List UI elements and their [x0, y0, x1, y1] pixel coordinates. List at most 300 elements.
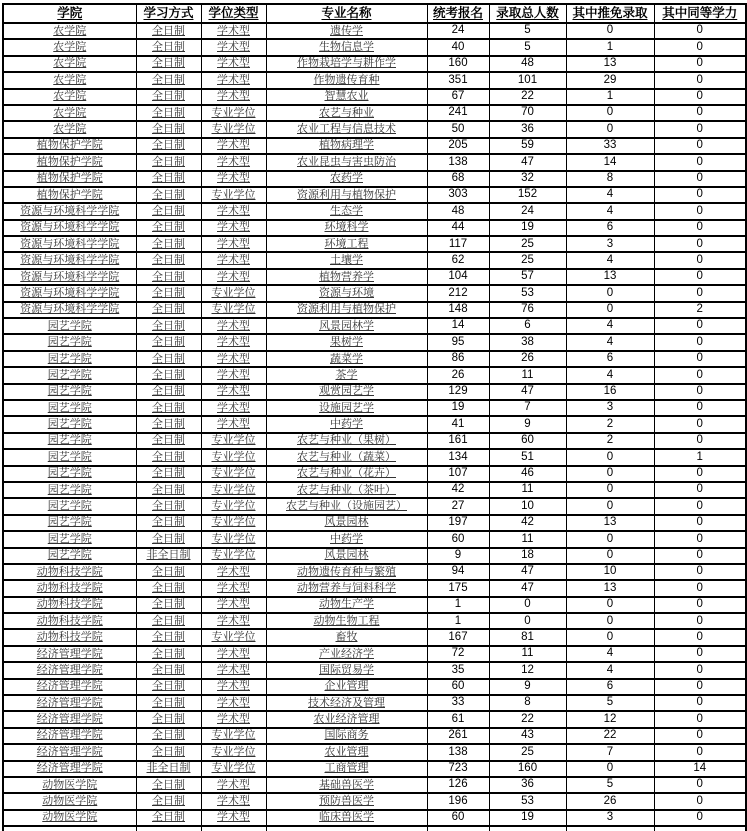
cell-text: 专业学位 [201, 433, 266, 449]
cell-number: 25 [489, 744, 566, 760]
table-row [3, 515, 746, 531]
cell-text: 学术型 [201, 564, 266, 580]
cell-number: 22 [489, 89, 566, 105]
cell-number: 351 [427, 72, 489, 88]
cell-number: 47 [489, 384, 566, 400]
cell-text: 农学院 [3, 56, 136, 72]
cell-number: 0 [566, 105, 654, 121]
table-row [3, 646, 746, 662]
cell-text: 专业学位 [201, 285, 266, 301]
cell-text: 学术型 [201, 695, 266, 711]
cell-text: 经济管理学院 [3, 744, 136, 760]
cell-number: 8 [489, 695, 566, 711]
cell-number: 8 [566, 171, 654, 187]
table-row [3, 384, 746, 400]
cell-text: 全日制 [136, 269, 201, 285]
cell-text: 环境科学 [266, 220, 427, 236]
cell-number: 2 [566, 416, 654, 432]
cell-text: 农学院 [3, 105, 136, 121]
cell-number: 104 [427, 269, 489, 285]
cell-text: 非全日制 [136, 761, 201, 777]
cell-text: 全日制 [136, 89, 201, 105]
cell-number: 32 [489, 171, 566, 187]
cell-number: 0 [654, 416, 746, 432]
cell-number: 4 [566, 187, 654, 203]
cell-number: 0 [654, 220, 746, 236]
cell-number: 7 [489, 400, 566, 416]
cell-number: 0 [654, 793, 746, 809]
cell-number [566, 826, 654, 831]
cell-text: 学术型 [201, 810, 266, 826]
cell-number: 0 [654, 580, 746, 596]
cell-text: 全日制 [136, 187, 201, 203]
cell-number: 43 [489, 728, 566, 744]
cell-number: 48 [427, 203, 489, 219]
cell-text [201, 826, 266, 831]
cell-number: 95 [427, 334, 489, 350]
cell-number: 2 [566, 433, 654, 449]
cell-number: 40 [427, 39, 489, 55]
cell-number: 152 [489, 187, 566, 203]
cell-text: 蔬菜学 [266, 351, 427, 367]
cell-number: 11 [489, 367, 566, 383]
cell-text: 农艺与种业（花卉） [266, 466, 427, 482]
cell-number: 62 [427, 252, 489, 268]
cell-number: 22 [566, 728, 654, 744]
table-row [3, 121, 746, 137]
cell-text: 农艺与种业（蔬菜） [266, 449, 427, 465]
table-row [3, 236, 746, 252]
cell-number: 0 [654, 154, 746, 170]
cell-text: 动物医学院 [3, 793, 136, 809]
cell-text: 非全日制 [136, 548, 201, 564]
cell-number: 0 [654, 56, 746, 72]
cell-number: 42 [489, 515, 566, 531]
table-row [3, 580, 746, 596]
cell-text: 全日制 [136, 171, 201, 187]
table-row [3, 548, 746, 564]
cell-number: 13 [566, 56, 654, 72]
table-row [3, 72, 746, 88]
cell-text: 园艺学院 [3, 482, 136, 498]
table-row [3, 334, 746, 350]
cell-text: 学术型 [201, 580, 266, 596]
cell-text: 全日制 [136, 466, 201, 482]
cell-number: 0 [654, 810, 746, 826]
table-row [3, 171, 746, 187]
table-row [3, 564, 746, 580]
cell-text: 农艺与种业（茶叶） [266, 482, 427, 498]
cell-number: 0 [654, 400, 746, 416]
cell-number: 0 [654, 531, 746, 547]
cell-text: 全日制 [136, 285, 201, 301]
cell-number: 0 [654, 72, 746, 88]
cell-text: 专业学位 [201, 629, 266, 645]
cell-text: 全日制 [136, 662, 201, 678]
cell-number: 134 [427, 449, 489, 465]
cell-text: 农学院 [3, 89, 136, 105]
cell-number: 1 [566, 89, 654, 105]
cell-text: 资源与环境科学学院 [3, 285, 136, 301]
cell-text: 生物信息学 [266, 39, 427, 55]
cell-text: 全日制 [136, 203, 201, 219]
cell-number: 196 [427, 793, 489, 809]
cell-text: 全日制 [136, 744, 201, 760]
cell-text: 全日制 [136, 334, 201, 350]
cell-text: 专业学位 [201, 531, 266, 547]
table-row [3, 220, 746, 236]
cell-text: 园艺学院 [3, 433, 136, 449]
cell-number: 24 [427, 23, 489, 39]
cell-text: 学术型 [201, 334, 266, 350]
cell-text: 园艺学院 [3, 400, 136, 416]
cell-text: 全日制 [136, 318, 201, 334]
cell-text: 动物医学院 [3, 810, 136, 826]
table-row [3, 400, 746, 416]
cell-number: 0 [566, 531, 654, 547]
cell-text: 经济管理学院 [3, 679, 136, 695]
table-row [3, 711, 746, 727]
cell-number: 3 [566, 810, 654, 826]
table-row [3, 351, 746, 367]
cell-text: 动物生物工程 [266, 613, 427, 629]
cell-number: 0 [489, 597, 566, 613]
table-row [3, 482, 746, 498]
cell-text: 资源与环境科学学院 [3, 269, 136, 285]
cell-number: 47 [489, 580, 566, 596]
table-row [3, 23, 746, 39]
admissions-table [2, 3, 747, 831]
table-row [3, 203, 746, 219]
cell-text: 全日制 [136, 777, 201, 793]
cell-text: 园艺学院 [3, 498, 136, 514]
cell-number: 81 [489, 629, 566, 645]
cell-text: 专业学位 [201, 482, 266, 498]
cell-number: 12 [489, 662, 566, 678]
table-row [3, 793, 746, 809]
table-row [3, 498, 746, 514]
cell-text: 全日制 [136, 236, 201, 252]
cell-text: 农学院 [3, 23, 136, 39]
cell-number: 13 [566, 269, 654, 285]
cell-number: 0 [654, 466, 746, 482]
cell-number: 61 [427, 711, 489, 727]
cell-text: 全日制 [136, 433, 201, 449]
cell-text: 动物生产学 [266, 597, 427, 613]
cell-text: 学术型 [201, 793, 266, 809]
cell-number: 42 [427, 482, 489, 498]
cell-text: 农艺与种业 [266, 105, 427, 121]
cell-number: 126 [427, 777, 489, 793]
cell-number: 0 [566, 597, 654, 613]
cell-number: 33 [566, 138, 654, 154]
cell-text: 资源与环境科学学院 [3, 302, 136, 318]
cell-text: 园艺学院 [3, 466, 136, 482]
cell-number: 50 [427, 121, 489, 137]
cell-number: 167 [427, 629, 489, 645]
cell-number: 51 [489, 449, 566, 465]
cell-text: 遗传学 [266, 23, 427, 39]
cell-number: 36 [489, 777, 566, 793]
cell-text: 动物科技学院 [3, 580, 136, 596]
cell-number [654, 826, 746, 831]
table-row [3, 269, 746, 285]
cell-number: 16 [566, 384, 654, 400]
cell-text: 经济管理学院 [3, 662, 136, 678]
cell-number: 0 [654, 285, 746, 301]
cell-number: 59 [489, 138, 566, 154]
cell-number: 26 [427, 367, 489, 383]
table-row [3, 154, 746, 170]
cell-text: 园艺学院 [3, 416, 136, 432]
cell-number: 4 [566, 334, 654, 350]
cell-text [266, 826, 427, 831]
cell-text: 园艺学院 [3, 531, 136, 547]
cell-number: 101 [489, 72, 566, 88]
cell-number: 723 [427, 761, 489, 777]
table-row [3, 39, 746, 55]
table-row [3, 777, 746, 793]
cell-number: 12 [566, 711, 654, 727]
cell-text: 基础兽医学 [266, 777, 427, 793]
cell-number: 14 [427, 318, 489, 334]
cell-number: 19 [427, 400, 489, 416]
cell-text: 资源利用与植物保护 [266, 302, 427, 318]
table-row [3, 449, 746, 465]
cell-text: 资源与环境科学学院 [3, 220, 136, 236]
cell-number: 38 [489, 334, 566, 350]
cell-text [136, 826, 201, 831]
cell-number: 0 [654, 613, 746, 629]
cell-text: 全日制 [136, 482, 201, 498]
cell-text: 园艺学院 [3, 351, 136, 367]
cell-number: 212 [427, 285, 489, 301]
cell-text: 临床兽医学 [266, 810, 427, 826]
cell-number: 5 [489, 23, 566, 39]
cell-number: 0 [654, 548, 746, 564]
cell-text: 全日制 [136, 580, 201, 596]
cell-text: 专业学位 [201, 548, 266, 564]
cell-text: 园艺学院 [3, 318, 136, 334]
cell-number: 48 [489, 56, 566, 72]
column-header-6: 其中推免录取 [566, 4, 654, 23]
cell-text: 全日制 [136, 39, 201, 55]
cell-number: 0 [566, 629, 654, 645]
table-row [3, 318, 746, 334]
cell-number: 0 [489, 613, 566, 629]
cell-number: 0 [566, 761, 654, 777]
cell-number: 6 [489, 318, 566, 334]
cell-text: 资源与环境科学学院 [3, 236, 136, 252]
cell-number: 0 [566, 548, 654, 564]
cell-text: 全日制 [136, 23, 201, 39]
cell-text: 动物科技学院 [3, 564, 136, 580]
cell-text: 农药学 [266, 171, 427, 187]
cell-text [3, 826, 136, 831]
table-row [3, 302, 746, 318]
cell-number: 10 [566, 564, 654, 580]
cell-text: 预防兽医学 [266, 793, 427, 809]
cell-number: 0 [654, 187, 746, 203]
cell-text: 全日制 [136, 400, 201, 416]
cell-number: 9 [427, 548, 489, 564]
cell-number: 0 [654, 351, 746, 367]
cell-text: 茶学 [266, 367, 427, 383]
cell-number: 72 [427, 646, 489, 662]
cell-number: 138 [427, 154, 489, 170]
cell-text: 专业学位 [201, 515, 266, 531]
cell-number: 53 [489, 285, 566, 301]
cell-number: 26 [566, 793, 654, 809]
cell-number: 14 [654, 761, 746, 777]
cell-text: 学术型 [201, 236, 266, 252]
cell-number: 138 [427, 744, 489, 760]
cell-number: 0 [654, 367, 746, 383]
cell-text: 园艺学院 [3, 548, 136, 564]
cell-text: 植物保护学院 [3, 171, 136, 187]
cell-text: 国际商务 [266, 728, 427, 744]
cell-number: 25 [489, 252, 566, 268]
table-row [3, 613, 746, 629]
cell-number: 0 [654, 433, 746, 449]
cell-number: 1 [654, 449, 746, 465]
cell-number: 9 [489, 416, 566, 432]
cell-text: 专业学位 [201, 744, 266, 760]
cell-text: 全日制 [136, 515, 201, 531]
cell-text: 学术型 [201, 662, 266, 678]
cell-text: 风景园林 [266, 548, 427, 564]
cell-text: 全日制 [136, 613, 201, 629]
cell-number: 205 [427, 138, 489, 154]
cell-text: 畜牧 [266, 629, 427, 645]
table-row [3, 810, 746, 826]
cell-text: 农艺与种业（设施园艺） [266, 498, 427, 514]
cell-number: 13 [566, 515, 654, 531]
cell-number: 161 [427, 433, 489, 449]
cell-text: 全日制 [136, 646, 201, 662]
cell-number: 53 [489, 793, 566, 809]
cell-text: 学术型 [201, 416, 266, 432]
cell-text: 学术型 [201, 777, 266, 793]
cell-number: 0 [654, 629, 746, 645]
cell-number: 36 [489, 121, 566, 137]
cell-number: 160 [489, 761, 566, 777]
cell-text: 动物遗传育种与繁殖 [266, 564, 427, 580]
table-row [3, 285, 746, 301]
cell-number: 7 [566, 744, 654, 760]
cell-text: 学术型 [201, 367, 266, 383]
cell-number: 0 [654, 252, 746, 268]
cell-text: 学术型 [201, 89, 266, 105]
cell-text: 学术型 [201, 646, 266, 662]
cell-text: 学术型 [201, 171, 266, 187]
table-row [3, 416, 746, 432]
cell-text: 学术型 [201, 318, 266, 334]
cell-text: 学术型 [201, 613, 266, 629]
cell-number: 4 [566, 318, 654, 334]
cell-text: 植物保护学院 [3, 187, 136, 203]
cell-text: 企业管理 [266, 679, 427, 695]
cell-text: 园艺学院 [3, 334, 136, 350]
cell-number: 6 [566, 220, 654, 236]
cell-number: 4 [566, 662, 654, 678]
cell-text: 作物遗传育种 [266, 72, 427, 88]
cell-text: 全日制 [136, 728, 201, 744]
column-header-2: 学位类型 [201, 4, 266, 23]
cell-text: 学术型 [201, 351, 266, 367]
cell-number [427, 826, 489, 831]
cell-number: 0 [566, 302, 654, 318]
cell-number: 29 [566, 72, 654, 88]
table-row [3, 56, 746, 72]
cell-text: 学术型 [201, 711, 266, 727]
cell-text: 环境工程 [266, 236, 427, 252]
cell-text: 资源利用与植物保护 [266, 187, 427, 203]
cell-text: 学术型 [201, 56, 266, 72]
cell-text: 全日制 [136, 384, 201, 400]
cell-text: 学术型 [201, 23, 266, 39]
cell-number: 160 [427, 56, 489, 72]
cell-number: 14 [566, 154, 654, 170]
table-row [3, 629, 746, 645]
cell-text: 产业经济学 [266, 646, 427, 662]
cell-text: 动物科技学院 [3, 613, 136, 629]
cell-number: 5 [489, 39, 566, 55]
table-row [3, 367, 746, 383]
cell-text: 全日制 [136, 564, 201, 580]
cell-number: 11 [489, 646, 566, 662]
cell-number: 5 [566, 777, 654, 793]
cell-text: 专业学位 [201, 105, 266, 121]
cell-number: 0 [654, 236, 746, 252]
cell-number: 19 [489, 220, 566, 236]
cell-number: 13 [566, 580, 654, 596]
cell-text: 土壤学 [266, 252, 427, 268]
cell-number: 70 [489, 105, 566, 121]
cell-number: 60 [427, 531, 489, 547]
cell-number: 94 [427, 564, 489, 580]
column-header-5: 录取总人数 [489, 4, 566, 23]
cell-number: 0 [654, 482, 746, 498]
cell-number: 107 [427, 466, 489, 482]
cell-text: 资源与环境科学学院 [3, 252, 136, 268]
cell-text: 经济管理学院 [3, 761, 136, 777]
column-header-1: 学习方式 [136, 4, 201, 23]
cell-number: 0 [654, 728, 746, 744]
header-row [3, 4, 746, 23]
cell-number: 0 [566, 285, 654, 301]
cell-number: 4 [566, 646, 654, 662]
cell-number: 57 [489, 269, 566, 285]
cell-number: 3 [566, 400, 654, 416]
cell-text: 智慧农业 [266, 89, 427, 105]
cell-number: 6 [566, 351, 654, 367]
cell-text: 全日制 [136, 449, 201, 465]
cell-text: 全日制 [136, 629, 201, 645]
cell-number: 0 [654, 23, 746, 39]
cell-text: 作物栽培学与耕作学 [266, 56, 427, 72]
cell-number: 0 [654, 597, 746, 613]
cell-text: 学术型 [201, 679, 266, 695]
cell-text: 专业学位 [201, 466, 266, 482]
table-row [3, 695, 746, 711]
cell-number: 0 [654, 318, 746, 334]
cell-number: 197 [427, 515, 489, 531]
cell-text: 专业学位 [201, 449, 266, 465]
column-header-4: 统考报名 [427, 4, 489, 23]
cell-text: 学术型 [201, 384, 266, 400]
cell-number: 0 [654, 203, 746, 219]
